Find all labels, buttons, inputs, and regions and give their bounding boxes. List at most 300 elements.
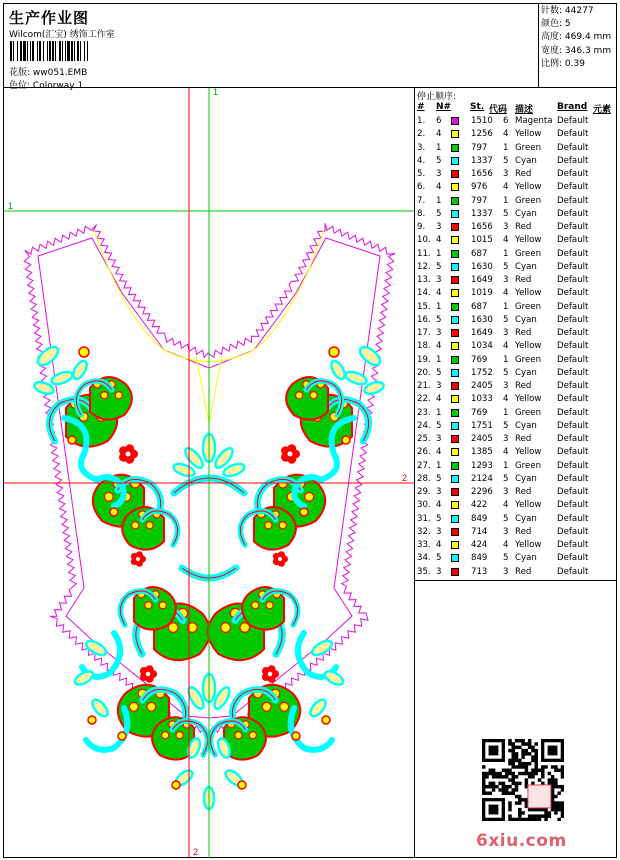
table-row (417, 128, 617, 141)
embroidery-design (4, 88, 414, 858)
row-needle: 5 (436, 261, 442, 272)
color-swatch (451, 382, 459, 390)
row-needle: 3 (436, 169, 442, 179)
row-num: 7. (417, 195, 426, 206)
row-desc: Red (515, 487, 532, 497)
row-brand: Default (557, 566, 589, 577)
row-stitches: 713 (471, 566, 488, 577)
row-stitches: 1510 (471, 116, 493, 126)
row-brand: Default (557, 407, 589, 418)
row-desc: Green (515, 407, 542, 418)
row-code: 4 (503, 129, 509, 140)
row-desc: Yellow (515, 182, 542, 193)
col-brand: Brand (557, 102, 588, 112)
color-swatch (451, 435, 459, 443)
row-stitches: 849 (471, 553, 488, 564)
row-desc: Cyan (515, 420, 537, 431)
row-num: 22. (417, 394, 431, 405)
row-needle: 5 (436, 208, 442, 219)
row-stitches: 797 (471, 142, 488, 153)
row-stitches: 1256 (471, 129, 493, 140)
row-code: 3 (503, 275, 509, 285)
row-num: 20. (417, 367, 431, 378)
row-needle: 4 (436, 341, 442, 352)
row-stitches: 424 (471, 540, 488, 550)
row-brand: Default (557, 381, 589, 391)
color-swatch (451, 329, 459, 337)
row-code: 4 (503, 182, 509, 193)
row-code: 1 (503, 195, 509, 206)
row-stitches: 1015 (471, 235, 493, 246)
colorway-value: Colorway 1 (32, 81, 84, 91)
row-stitches: 1751 (471, 420, 493, 431)
row-desc: Green (515, 195, 542, 206)
row-stitches: 1656 (471, 222, 493, 232)
guide-label-h2: 2 (402, 473, 408, 483)
row-stitches: 2405 (471, 434, 493, 444)
table-bottom-rule (414, 580, 617, 581)
row-code: 5 (503, 420, 509, 431)
row-brand: Default (557, 288, 589, 299)
row-brand: Default (557, 540, 589, 550)
row-stitches: 1649 (471, 328, 493, 338)
row-needle: 3 (436, 526, 442, 537)
table-row (417, 327, 617, 340)
row-desc: Yellow (515, 394, 542, 405)
guide-label-h1: 1 (8, 201, 14, 211)
row-stitches: 1649 (471, 275, 493, 285)
row-code: 1 (503, 142, 509, 153)
row-num: 14. (417, 288, 431, 299)
row-num: 3. (417, 142, 426, 153)
row-needle: 5 (436, 513, 442, 524)
row-needle: 5 (436, 155, 442, 166)
sequence-table-body (417, 115, 617, 579)
row-brand: Default (557, 341, 589, 352)
table-row (417, 539, 617, 552)
color-swatch (451, 528, 459, 536)
row-num: 27. (417, 460, 431, 471)
row-needle: 4 (436, 540, 442, 550)
row-brand: Default (557, 261, 589, 272)
color-swatch (451, 422, 459, 430)
row-stitches: 422 (471, 500, 488, 511)
table-row (417, 393, 617, 406)
row-desc: Cyan (515, 513, 537, 524)
spec-colors: 颜色: 5 (541, 19, 571, 30)
row-num: 35. (417, 566, 431, 577)
row-num: 25. (417, 434, 431, 444)
row-brand: Default (557, 248, 589, 259)
row-brand: Default (557, 169, 589, 179)
row-num: 6. (417, 182, 426, 193)
row-num: 24. (417, 420, 431, 431)
row-stitches: 2124 (471, 473, 493, 484)
row-num: 12. (417, 261, 431, 272)
table-row (417, 566, 617, 579)
sheet-title: 生产作业图 (9, 9, 90, 27)
row-code: 1 (503, 301, 509, 312)
row-needle: 4 (436, 447, 442, 458)
row-code: 4 (503, 540, 509, 550)
stop-sequence-title: 停止顺序: (417, 92, 457, 102)
table-row (417, 407, 617, 420)
row-desc: Yellow (515, 288, 542, 299)
row-stitches: 687 (471, 301, 488, 312)
row-desc: Red (515, 566, 532, 577)
row-code: 3 (503, 526, 509, 537)
row-desc: Cyan (515, 208, 537, 219)
color-swatch (451, 170, 459, 178)
guide-label-v1: 1 (213, 88, 219, 97)
row-brand: Default (557, 500, 589, 511)
row-needle: 3 (436, 566, 442, 577)
row-needle: 5 (436, 367, 442, 378)
row-stitches: 714 (471, 526, 488, 537)
row-desc: Red (515, 381, 532, 391)
table-row (417, 460, 617, 473)
row-code: 5 (503, 155, 509, 166)
table-row (417, 261, 617, 274)
row-needle: 1 (436, 407, 442, 418)
row-desc: Green (515, 301, 542, 312)
row-brand: Default (557, 142, 589, 153)
col-n: N# (436, 102, 452, 112)
row-needle: 5 (436, 314, 442, 325)
table-row (417, 115, 617, 128)
color-swatch (451, 197, 459, 205)
row-desc: Cyan (515, 553, 537, 564)
row-brand: Default (557, 275, 589, 285)
color-swatch (451, 117, 459, 125)
row-code: 5 (503, 553, 509, 564)
row-needle: 4 (436, 182, 442, 193)
row-stitches: 1752 (471, 367, 493, 378)
row-needle: 6 (436, 116, 442, 126)
color-swatch (451, 488, 459, 496)
row-stitches: 1385 (471, 447, 493, 458)
sheet-subtitle: Wilcom(汇宝) 绣饰工作室 (9, 30, 115, 40)
header-divider (538, 3, 539, 88)
spec-width: 宽度: 346.3 mm (541, 45, 612, 56)
row-code: 3 (503, 169, 509, 179)
row-needle: 4 (436, 129, 442, 140)
qr-code (482, 739, 564, 821)
table-row (417, 142, 617, 155)
row-stitches: 1656 (471, 169, 493, 179)
row-brand: Default (557, 195, 589, 206)
row-desc: Red (515, 526, 532, 537)
row-stitches: 797 (471, 195, 488, 206)
watermark: 6xiu.com (476, 831, 567, 851)
row-desc: Red (515, 169, 532, 179)
row-num: 34. (417, 553, 431, 564)
row-brand: Default (557, 129, 589, 140)
row-needle: 1 (436, 460, 442, 471)
row-brand: Default (557, 513, 589, 524)
table-row (417, 208, 617, 221)
row-brand: Default (557, 553, 589, 564)
color-swatch (451, 462, 459, 470)
table-row (417, 195, 617, 208)
color-swatch (451, 356, 459, 364)
row-brand: Default (557, 354, 589, 365)
row-brand: Default (557, 526, 589, 537)
row-brand: Default (557, 222, 589, 232)
row-stitches: 1630 (471, 261, 493, 272)
row-brand: Default (557, 301, 589, 312)
row-code: 4 (503, 341, 509, 352)
row-needle: 3 (436, 328, 442, 338)
color-swatch (451, 316, 459, 324)
row-brand: Default (557, 116, 589, 126)
row-stitches: 1337 (471, 208, 493, 219)
row-code: 5 (503, 314, 509, 325)
row-brand: Default (557, 487, 589, 497)
row-desc: Cyan (515, 261, 537, 272)
color-swatch (451, 554, 459, 562)
row-brand: Default (557, 155, 589, 166)
row-num: 4. (417, 155, 426, 166)
table-row (417, 234, 617, 247)
color-swatch (451, 144, 459, 152)
row-desc: Green (515, 354, 542, 365)
table-row (417, 486, 617, 499)
row-num: 15. (417, 301, 431, 312)
header-info (4, 4, 538, 91)
table-row (417, 181, 617, 194)
col-elem: 元素 (593, 105, 612, 115)
row-stitches: 1337 (471, 155, 493, 166)
table-row (417, 314, 617, 327)
row-desc: Cyan (515, 473, 537, 484)
row-num: 28. (417, 473, 431, 484)
row-code: 4 (503, 394, 509, 405)
row-stitches: 2405 (471, 381, 493, 391)
row-stitches: 1293 (471, 460, 493, 471)
row-code: 3 (503, 381, 509, 391)
row-desc: Red (515, 275, 532, 285)
row-stitches: 1034 (471, 341, 493, 352)
table-row (417, 287, 617, 300)
row-needle: 1 (436, 248, 442, 259)
row-code: 4 (503, 235, 509, 246)
row-num: 10. (417, 235, 431, 246)
row-needle: 1 (436, 195, 442, 206)
row-stitches: 2296 (471, 487, 493, 497)
row-needle: 4 (436, 288, 442, 299)
row-brand: Default (557, 447, 589, 458)
row-needle: 5 (436, 553, 442, 564)
row-desc: Yellow (515, 447, 542, 458)
table-row (417, 301, 617, 314)
row-brand: Default (557, 367, 589, 378)
row-num: 2. (417, 129, 426, 140)
row-code: 4 (503, 288, 509, 299)
color-swatch (451, 183, 459, 191)
row-num: 29. (417, 487, 431, 497)
row-num: 11. (417, 248, 431, 259)
row-desc: Yellow (515, 235, 542, 246)
colorway-label: 色位: (9, 81, 31, 91)
color-swatch (451, 223, 459, 231)
row-brand: Default (557, 434, 589, 444)
panel-divider (414, 87, 415, 858)
row-code: 5 (503, 367, 509, 378)
row-desc: Green (515, 460, 542, 471)
row-num: 9. (417, 222, 426, 232)
row-code: 1 (503, 248, 509, 259)
row-desc: Magenta (515, 116, 553, 126)
row-stitches: 1033 (471, 394, 493, 405)
col-st: St. (470, 102, 485, 112)
color-swatch (451, 276, 459, 284)
color-swatch (451, 395, 459, 403)
row-needle: 3 (436, 275, 442, 285)
row-code: 3 (503, 566, 509, 577)
row-stitches: 687 (471, 248, 488, 259)
row-code: 4 (503, 447, 509, 458)
row-brand: Default (557, 182, 589, 193)
row-brand: Default (557, 473, 589, 484)
row-num: 5. (417, 169, 426, 179)
row-num: 31. (417, 513, 431, 524)
color-swatch (451, 541, 459, 549)
row-desc: Cyan (515, 367, 537, 378)
row-desc: Red (515, 328, 532, 338)
row-needle: 1 (436, 142, 442, 153)
col-code: 代码 (489, 105, 508, 115)
table-row (417, 420, 617, 433)
row-desc: Cyan (515, 314, 537, 325)
color-swatch (451, 409, 459, 417)
row-desc: Green (515, 142, 542, 153)
row-code: 4 (503, 500, 509, 511)
row-brand: Default (557, 235, 589, 246)
col-num: # (417, 102, 425, 112)
spec-height: 高度: 469.4 mm (541, 32, 612, 43)
guide-label-v2: 2 (193, 847, 199, 857)
row-desc: Yellow (515, 341, 542, 352)
row-stitches: 769 (471, 354, 488, 365)
color-swatch (451, 130, 459, 138)
row-desc: Yellow (515, 540, 542, 550)
row-stitches: 769 (471, 407, 488, 418)
design-file: ww051.EMB (32, 68, 88, 78)
design-file-line (9, 65, 87, 78)
row-code: 3 (503, 328, 509, 338)
row-needle: 4 (436, 394, 442, 405)
table-row (417, 473, 617, 486)
row-code: 5 (503, 473, 509, 484)
row-stitches: 1630 (471, 314, 493, 325)
table-row (417, 446, 617, 459)
row-brand: Default (557, 208, 589, 219)
row-num: 1. (417, 116, 426, 126)
row-num: 26. (417, 447, 431, 458)
row-stitches: 976 (471, 182, 488, 193)
row-code: 1 (503, 354, 509, 365)
row-num: 13. (417, 275, 431, 285)
row-desc: Green (515, 248, 542, 259)
table-row (417, 433, 617, 446)
color-swatch (451, 157, 459, 165)
row-num: 17. (417, 328, 431, 338)
row-desc: Red (515, 434, 532, 444)
row-brand: Default (557, 314, 589, 325)
row-num: 21. (417, 381, 431, 391)
row-needle: 5 (436, 473, 442, 484)
table-row (417, 155, 617, 168)
table-row (417, 513, 617, 526)
row-brand: Default (557, 328, 589, 338)
row-needle: 3 (436, 381, 442, 391)
row-num: 30. (417, 500, 431, 511)
row-brand: Default (557, 394, 589, 405)
row-num: 33. (417, 540, 431, 550)
table-row (417, 552, 617, 565)
table-row (417, 380, 617, 393)
row-needle: 4 (436, 500, 442, 511)
sequence-table-header (417, 102, 617, 114)
row-code: 3 (503, 487, 509, 497)
row-needle: 3 (436, 434, 442, 444)
color-swatch (451, 210, 459, 218)
table-row (417, 526, 617, 539)
table-row (417, 354, 617, 367)
color-swatch (451, 236, 459, 244)
table-row (417, 499, 617, 512)
color-swatch (451, 250, 459, 258)
row-needle: 5 (436, 420, 442, 431)
table-row (417, 367, 617, 380)
color-swatch (451, 289, 459, 297)
color-swatch (451, 263, 459, 271)
spec-stitches: 针数: 44277 (541, 6, 594, 16)
row-brand: Default (557, 460, 589, 471)
row-num: 32. (417, 526, 431, 537)
row-code: 3 (503, 434, 509, 444)
spec-list (541, 5, 611, 71)
row-needle: 1 (436, 354, 442, 365)
row-desc: Yellow (515, 500, 542, 511)
color-swatch (451, 568, 459, 576)
design-label: 花版: (9, 68, 31, 78)
color-swatch (451, 515, 459, 523)
color-swatch (451, 303, 459, 311)
row-stitches: 1019 (471, 288, 493, 299)
table-row (417, 274, 617, 287)
color-swatch (451, 475, 459, 483)
row-stitches: 849 (471, 513, 488, 524)
col-desc: 描述 (515, 105, 534, 115)
row-code: 6 (503, 116, 509, 126)
row-desc: Cyan (515, 155, 537, 166)
barcode (10, 41, 106, 61)
row-desc: Yellow (515, 129, 542, 140)
row-num: 8. (417, 208, 426, 219)
color-swatch (451, 448, 459, 456)
row-needle: 1 (436, 301, 442, 312)
row-code: 1 (503, 407, 509, 418)
row-code: 3 (503, 222, 509, 232)
row-brand: Default (557, 420, 589, 431)
color-swatch (451, 342, 459, 350)
row-code: 5 (503, 261, 509, 272)
color-swatch (451, 369, 459, 377)
row-num: 19. (417, 354, 431, 365)
row-num: 16. (417, 314, 431, 325)
